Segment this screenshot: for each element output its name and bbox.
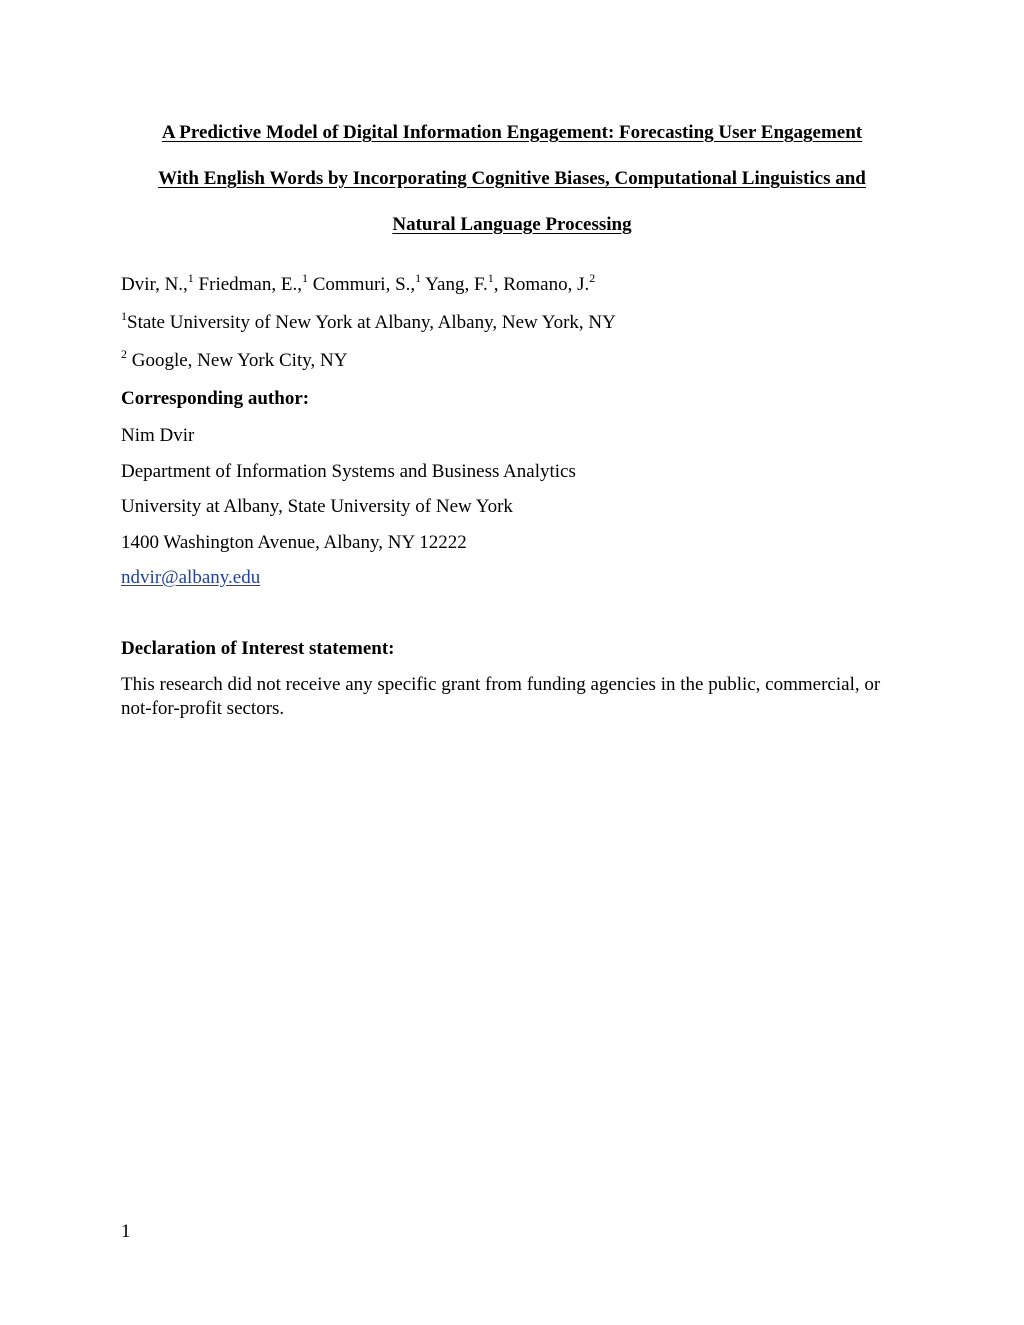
author-affiliation-mark: 1	[415, 271, 422, 285]
affiliation-mark: 1	[121, 309, 127, 323]
declaration-heading: Declaration of Interest statement:	[121, 638, 395, 659]
author-affiliation-mark: 1	[301, 271, 308, 285]
author-name: Friedman, E.,	[193, 274, 302, 295]
page-number: 1	[121, 1221, 131, 1242]
affiliation-text: Google, New York City, NY	[127, 350, 348, 371]
author-affiliation-mark: 1	[487, 271, 494, 285]
corresponding-department: Department of Information Systems and Business Analytics	[121, 461, 576, 482]
affiliation-1	[121, 309, 616, 334]
corresponding-author-name: Nim Dvir	[121, 425, 195, 446]
title-line-2: With English Words by Incorporating Cognitive Biases, Computational Linguistics and	[158, 168, 866, 189]
author-affiliation-mark: 1	[187, 271, 194, 285]
author-name: , Romano, J.	[493, 274, 590, 295]
corresponding-address: 1400 Washington Avenue, Albany, NY 12222	[121, 532, 467, 553]
affiliation-mark: 2	[121, 347, 127, 361]
affiliation-2	[121, 347, 348, 372]
email-link[interactable]: ndvir@albany.edu	[121, 567, 261, 588]
author-name: Dvir, N.,	[121, 274, 188, 295]
author-affiliation-mark: 2	[589, 271, 596, 285]
title-line-3: Natural Language Processing	[392, 214, 632, 235]
corresponding-author-heading: Corresponding author:	[121, 388, 310, 409]
title-line-1: A Predictive Model of Digital Information Engagement: Forecasting User Engagement	[161, 122, 863, 143]
affiliation-text: State University of New York at Albany, Albany, New York, NY	[127, 312, 616, 333]
author-name: Yang, F.	[421, 274, 488, 295]
email-row	[121, 567, 260, 589]
author-list	[121, 271, 596, 296]
declaration-text: This research did not receive any specific grant from funding agencies in the public, commercial, or not-for-profit sectors.	[121, 674, 881, 719]
corresponding-university: University at Albany, State University of New York	[121, 496, 513, 517]
author-name: Commuri, S.,	[307, 274, 416, 295]
